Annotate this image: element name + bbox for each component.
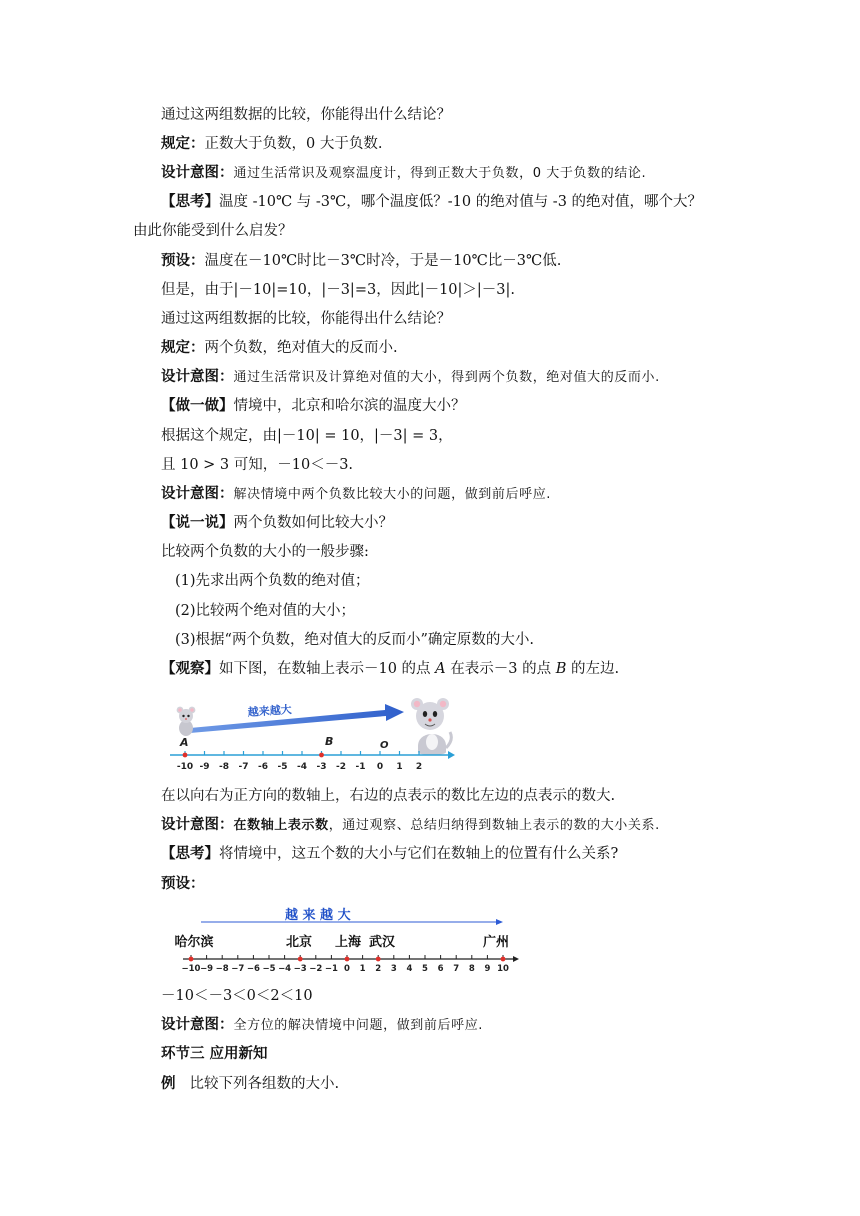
- design-intent-bold: 在数轴上表示数: [233, 818, 329, 833]
- tick-label: 8: [468, 964, 475, 974]
- step-1: (1)先求出两个负数的绝对值；: [175, 573, 370, 589]
- paragraph-conclusion-question-1: 通过这两组数据的比较，你能得出什么结论？: [161, 107, 451, 123]
- design-intent-1: [161, 163, 646, 184]
- tick-label: 9: [484, 964, 491, 974]
- design-intent-text: ，通过观察、总结归纳得到数轴上表示的数的大小关系.: [328, 818, 660, 833]
- abs-value-comparison: 但是，由于|－10|=10，|－3|=3，因此|－10|＞|－3|.: [161, 282, 516, 298]
- observe: [161, 659, 619, 679]
- city-point: [376, 957, 381, 962]
- design-intent-text: 通过生活常识及观察温度计，得到正数大于负数，0 大于负数的结论.: [233, 166, 647, 181]
- rule-label: 规定：: [161, 135, 205, 152]
- axis-arrowhead: [513, 956, 519, 962]
- design-intent-label: 设计意图：: [161, 1016, 234, 1033]
- example-text: 比较下列各组数的大小.: [189, 1076, 340, 1092]
- tick-label: 4: [406, 964, 413, 974]
- section-heading: 环节三 应用新知: [161, 1045, 268, 1062]
- rule-application: 根据这个规定，由|－10| = 10，|－3| = 3，: [161, 428, 453, 444]
- tick-label: 0: [376, 762, 384, 772]
- design-intent-5: [161, 1015, 483, 1036]
- tick-label: −10: [181, 964, 201, 974]
- tick-label: −3: [293, 964, 307, 974]
- city-point: [345, 957, 350, 962]
- point-a-ref: A: [435, 661, 446, 677]
- say-text: 两个负数如何比较大小？: [233, 515, 393, 531]
- rule-label: 规定：: [161, 339, 205, 356]
- think-label: 【思考】: [161, 193, 219, 210]
- tick-label: 3: [390, 964, 397, 974]
- tick-label: −7: [231, 964, 245, 974]
- point-a-label: A: [180, 736, 189, 749]
- ordered-result: －10＜－3＜0＜2＜10: [161, 988, 313, 1004]
- tick-label: -8: [219, 762, 229, 772]
- paragraph-conclusion-question-2: 通过这两组数据的比较，你能得出什么结论？: [161, 311, 451, 327]
- rule-positive-greater: [161, 134, 382, 154]
- step-2: (2)比较两个绝对值的大小；: [175, 603, 356, 619]
- think-question-2: [161, 844, 618, 864]
- tick-label: −1: [324, 964, 338, 974]
- think-question-1-cont: 由此你能受到什么启发？: [133, 223, 293, 239]
- city-label: 哈尔滨: [174, 935, 214, 950]
- preset-label-2: 预设：: [161, 875, 205, 892]
- try-label: 【做一做】: [161, 397, 234, 414]
- city-point: [298, 957, 303, 962]
- tick-label: 10: [497, 964, 509, 974]
- arrow-label: 越来越大: [247, 702, 293, 719]
- arrow-label: 越 来 越 大: [285, 908, 351, 923]
- think-question-1: [161, 192, 702, 212]
- design-intent-label: 设计意图：: [161, 368, 234, 385]
- rule-text: 正数大于负数，0 大于负数.: [204, 136, 383, 152]
- think-label: 【思考】: [161, 845, 219, 862]
- city-labels: [174, 934, 509, 950]
- tick-label: 2: [375, 964, 382, 974]
- number-line-rule: 在以向右为正方向的数轴上，右边的点表示的数比左边的点表示的数大.: [161, 788, 616, 804]
- observe-text-b: 在表示－3 的点: [445, 661, 556, 677]
- point-marker: [183, 753, 188, 758]
- point-b-ref: B: [555, 661, 567, 677]
- tick-label: -1: [355, 762, 366, 772]
- design-intent-2: [161, 367, 660, 388]
- tick-label: -6: [258, 762, 268, 772]
- tick-label: −5: [262, 964, 276, 974]
- say-label: 【说一说】: [161, 514, 234, 531]
- number-line-figure-2: [168, 900, 528, 978]
- example-label: 例: [161, 1075, 176, 1092]
- number-line-axis: [170, 751, 455, 772]
- tick-label: -4: [297, 762, 307, 772]
- observe-text-a: 如下图，在数轴上表示－10 的点: [219, 661, 436, 677]
- city-label: 上海: [334, 935, 362, 950]
- design-intent-text: 通过生活常识及计算绝对值的大小，得到两个负数，绝对值大的反而小.: [233, 370, 660, 385]
- number-line-axis: [182, 955, 519, 974]
- tick-label: −4: [278, 964, 292, 974]
- design-intent-4: [161, 815, 660, 836]
- tick-label: 7: [453, 964, 460, 974]
- tick-label: −2: [309, 964, 323, 974]
- step-3: (3)根据“两个负数，绝对值大的反而小”确定原数的大小.: [175, 632, 534, 648]
- say-it: [161, 513, 393, 533]
- design-intent-label: 设计意图：: [161, 164, 234, 181]
- tick-label: -2: [336, 762, 346, 772]
- tick-label: -7: [238, 762, 249, 772]
- design-intent-text: 全方位的解决情境中问题，做到前后呼应.: [233, 1018, 484, 1033]
- city-point: [501, 957, 506, 962]
- tick-label: 1: [396, 762, 403, 772]
- tick-label: −8: [215, 964, 229, 974]
- city-label: 广州: [482, 935, 510, 950]
- tick-label: -10: [176, 762, 194, 772]
- rule-text: 两个负数，绝对值大的反而小.: [204, 340, 398, 356]
- rule-negatives: [161, 338, 398, 358]
- tick-label: 6: [437, 964, 444, 974]
- point-b-label: B: [325, 735, 334, 748]
- observe-text-c: 的左边.: [566, 661, 620, 677]
- observe-label: 【观察】: [161, 660, 219, 677]
- tick-label: -5: [277, 762, 288, 772]
- big-cat-icon: [411, 698, 451, 755]
- growing-arrow: [190, 704, 404, 733]
- design-intent-text: 解决情境中两个负数比较大小的问题，做到前后呼应.: [233, 487, 552, 502]
- design-intent-label: 设计意图：: [161, 816, 234, 833]
- tick-label: -3: [316, 762, 327, 772]
- design-intent-3: [161, 484, 551, 505]
- tick-label: -9: [199, 762, 210, 772]
- try-it: [161, 396, 466, 416]
- city-label: 北京: [285, 935, 313, 950]
- preset-label: 预设：: [161, 252, 205, 269]
- think-text: 温度 -10℃ 与 -3℃，哪个温度低？-10 的绝对值与 -3 的绝对值，哪个大？: [219, 194, 703, 210]
- preset-text: 温度在－10℃时比－3℃时冷，于是－10℃比－3℃低.: [204, 253, 562, 269]
- city-point: [189, 957, 194, 962]
- tick-label: 0: [344, 964, 350, 974]
- tick-label: 2: [415, 762, 423, 772]
- tick-label: −9: [200, 964, 214, 974]
- tick-label: 1: [359, 964, 366, 974]
- try-text: 情境中，北京和哈尔滨的温度大小？: [233, 398, 466, 414]
- number-line-figure-1: [170, 690, 455, 778]
- axis-arrowhead: [448, 751, 455, 759]
- example-prompt: [161, 1074, 339, 1094]
- tick-label: −6: [246, 964, 260, 974]
- point-marker: [319, 753, 324, 758]
- point-o-label: O: [380, 740, 389, 751]
- design-intent-label: 设计意图：: [161, 485, 234, 502]
- city-label: 武汉: [368, 935, 396, 950]
- preset-1: [161, 251, 561, 271]
- growing-arrow: [201, 919, 503, 925]
- think-text: 将情境中，这五个数的大小与它们在数轴上的位置有什么关系?: [219, 846, 619, 862]
- steps-intro: 比较两个负数的大小的一般步骤:: [161, 544, 369, 560]
- rule-result: 且 10 > 3 可知，－10＜－3.: [161, 457, 354, 473]
- tick-label: 5: [422, 964, 428, 974]
